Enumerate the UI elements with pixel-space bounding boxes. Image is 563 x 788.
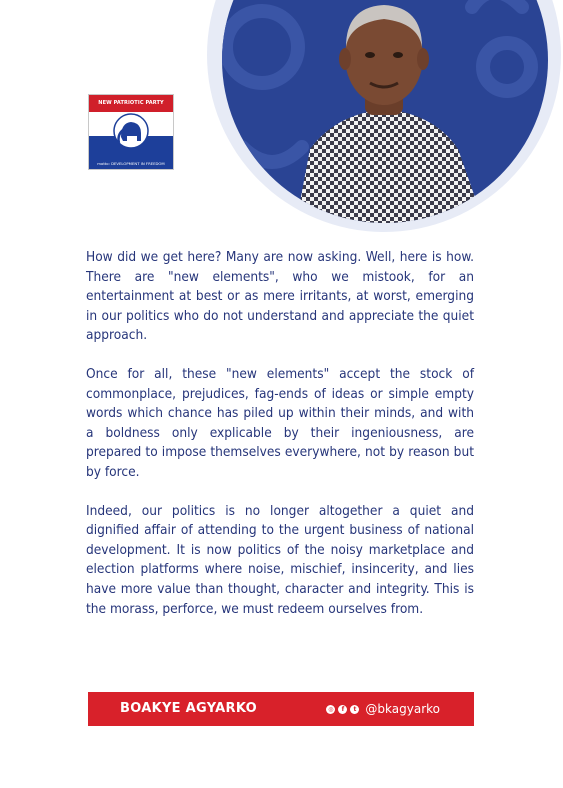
portrait-circle [222, 0, 548, 223]
author-name: BOAKYE AGYARKO [120, 701, 257, 716]
article-body [86, 248, 474, 638]
social-links [326, 692, 440, 726]
twitter-icon: t [350, 705, 359, 714]
footer-bar [88, 692, 474, 726]
logo-party-name: NEW PATRIOTIC PARTY [89, 95, 173, 112]
facebook-icon: f [338, 705, 347, 714]
elephant-icon [113, 111, 149, 151]
party-logo [88, 94, 174, 170]
portrait-image [222, 0, 548, 223]
logo-motto: motto: DEVELOPMENT IN FREEDOM [89, 158, 173, 169]
paragraph: Once for all, these "new elements" accept the stock of commonplace, prejudices, fag-ends of ideas or simple empty words which chance has piled up within their minds, and with a boldness only explicable by their ingeniousness, are prepared to impose themselves everywhere, not by reason but by force. [86, 365, 474, 480]
instagram-icon: ◎ [328, 705, 334, 713]
paragraph: Indeed, our politics is no longer altogether a quiet and dignified affair of attending to the urgent business of national development. It is now politics of the noisy marketplace and election platforms where noise, mischief, insincerity, and lies have more value than thought, character and integrity. This is the morass, perforce, we must redeem ourselves from. [86, 502, 474, 617]
social-handle: @bkagyarko [365, 702, 440, 716]
paragraph: How did we get here? Many are now asking. Well, here is how. There are "new elements", who we mistook, for an entertainment at best or as mere irritants, at worst, emerging in our politics who do not understand and appreciate the quiet approach. [86, 249, 474, 344]
